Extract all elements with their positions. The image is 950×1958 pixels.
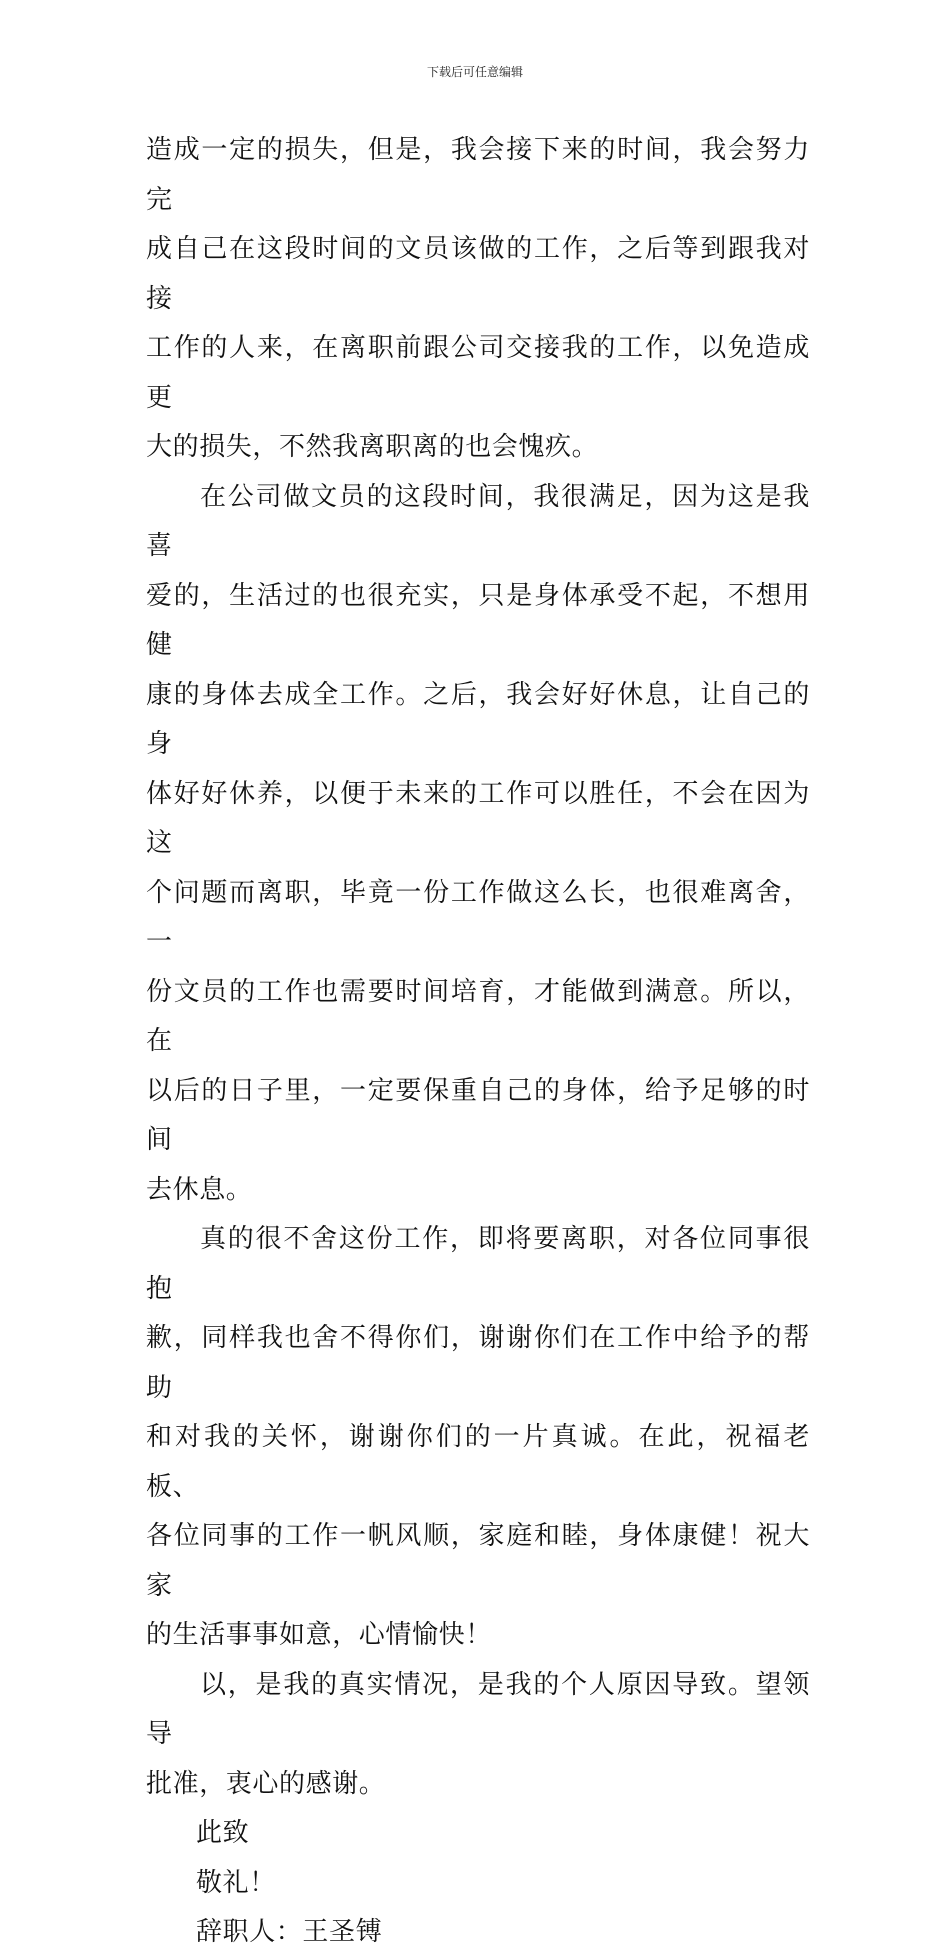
paragraph — [146, 1661, 810, 1810]
text-line: 真的很不舍这份工作，即将要离职，对各位同事很抱 — [146, 1224, 810, 1304]
text-line: 去休息。 — [146, 1174, 253, 1205]
text-line: 的生活事事如意，心情愉快！ — [146, 1620, 492, 1650]
paragraph — [146, 473, 810, 1216]
signature: 辞职人：王圣镈 — [196, 1917, 383, 1947]
text-line: 歉，同样我也舍不得你们，谢谢你们在工作中给予的帮助 — [146, 1323, 810, 1403]
text-line: 份文员的工作也需要时间培育，才能做到满意。所以，在 — [146, 976, 810, 1056]
closing-regards: 敬礼！ — [196, 1867, 276, 1898]
paragraph — [146, 126, 810, 473]
paragraph — [146, 1215, 810, 1661]
closing-salutation: 此致 — [196, 1818, 250, 1848]
text-line: 大的损失，不然我离职离的也会愧疚。 — [146, 432, 599, 462]
text-line: 以，是我的真实情况，是我的个人原因导致。望领导 — [146, 1669, 810, 1749]
text-line: 爱的，生活过的也很充实，只是身体承受不起，不想用健 — [146, 580, 810, 660]
text-line: 在公司做文员的这段时间，我很满足，因为这是我喜 — [146, 481, 810, 561]
page-header: 下载后可任意编辑 — [426, 65, 523, 79]
text-line: 以后的日子里，一定要保重自己的身体，给予足够的时间 — [146, 1075, 810, 1155]
text-line: 康的身体去成全工作。之后，我会好好休息，让自己的身 — [146, 679, 810, 759]
text-line: 各位同事的工作一帆风顺，家庭和睦，身体康健！祝大家 — [146, 1521, 810, 1601]
text-line: 个问题而离职，毕竟一份工作做这么长，也很难离舍，一 — [146, 877, 810, 957]
text-line: 工作的人来，在离职前跟公司交接我的工作，以免造成更 — [146, 333, 810, 413]
text-line: 批准，衷心的感谢。 — [146, 1768, 386, 1799]
text-line: 成自己在这段时间的文员该做的工作，之后等到跟我对接 — [146, 234, 810, 314]
text-line: 体好好休养，以便于未来的工作可以胜任，不会在因为这 — [146, 778, 810, 858]
letter-body — [146, 126, 810, 1958]
text-line: 造成一定的损失，但是，我会接下来的时间，我会努力完 — [146, 135, 810, 215]
text-line: 和对我的关怀，谢谢你们的一片真诚。在此，祝福老板、 — [146, 1422, 810, 1502]
